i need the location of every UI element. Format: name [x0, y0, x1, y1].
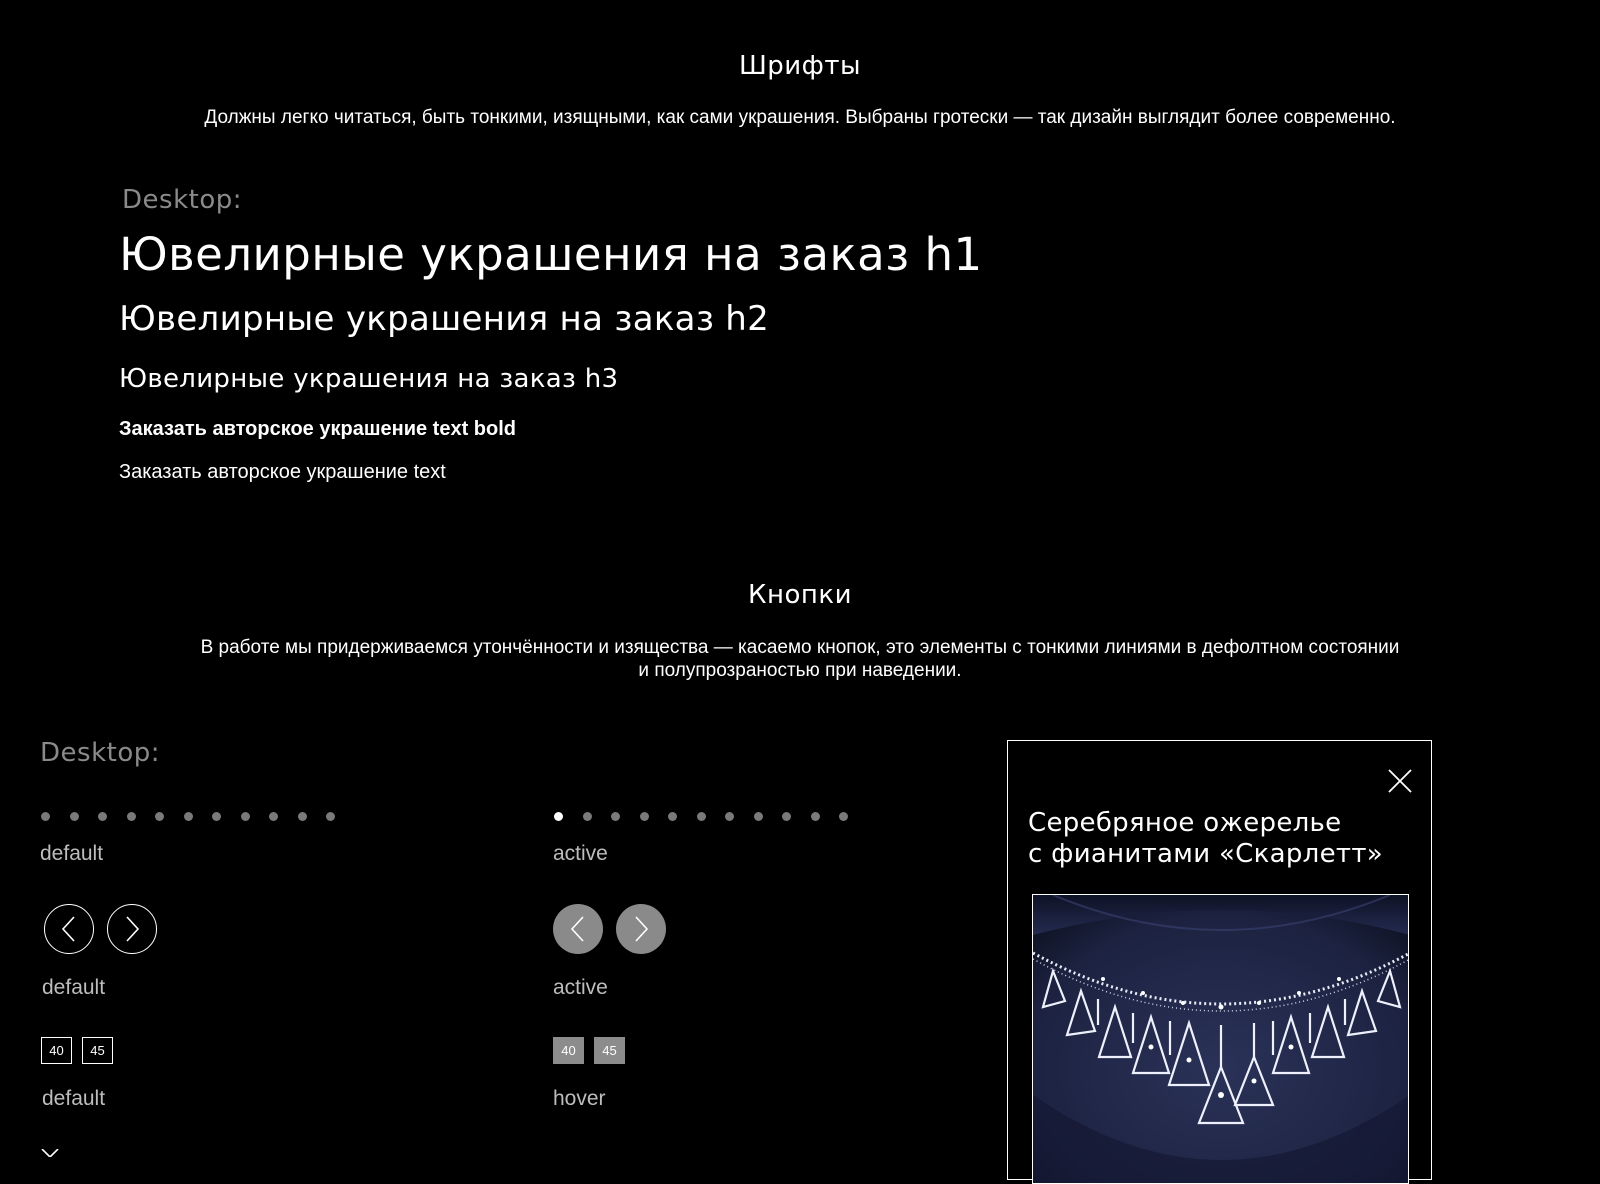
pagination-active-label: active	[553, 842, 608, 865]
prev-arrow-button[interactable]	[44, 904, 94, 954]
fonts-section-title: Шрифты	[738, 51, 862, 81]
fonts-section-description: Должны легко читаться, быть тонкими, изящными, как сами украшения. Выбраны гротески — так дизайн выглядит более современно.	[204, 107, 1396, 128]
chevron-left-icon	[570, 916, 586, 942]
pagination-default-dot-4[interactable]	[127, 812, 136, 821]
pagination-active-dot-5[interactable]	[668, 812, 677, 821]
size-chip-40[interactable]: 40	[41, 1037, 72, 1064]
pagination-default-dot-7[interactable]	[212, 812, 221, 821]
chevron-left-icon	[61, 916, 77, 942]
close-icon[interactable]	[1388, 769, 1412, 793]
h2-sample: Ювелирные украшения на заказ h2	[119, 299, 770, 339]
pagination-active-dot-3[interactable]	[611, 812, 620, 821]
h1-sample: Ювелирные украшения на заказ h1	[119, 228, 983, 281]
buttons-section-title: Кнопки	[748, 580, 852, 610]
pagination-default-label: default	[40, 842, 104, 865]
pagination-active-dot-9[interactable]	[782, 812, 791, 821]
pagination-default-dot-3[interactable]	[98, 812, 107, 821]
pagination-active-dot-4[interactable]	[640, 812, 649, 821]
pagination-default-dot-6[interactable]	[184, 812, 193, 821]
pagination-default-dot-9[interactable]	[269, 812, 278, 821]
pagination-default-dot-8[interactable]	[241, 812, 250, 821]
size-chips-default	[41, 1037, 113, 1064]
pagination-active-dot-6[interactable]	[697, 812, 706, 821]
pagination-default-dot-5[interactable]	[155, 812, 164, 821]
arrow-buttons-active	[553, 904, 666, 954]
pagination-active-dot-2[interactable]	[583, 812, 592, 821]
product-card	[1007, 740, 1432, 1180]
arrows-default-label: default	[42, 976, 106, 999]
necklace-photo	[1033, 895, 1409, 1184]
buttons-section-description-line2: и полупрозраностью при наведении.	[638, 660, 962, 681]
text-regular-sample: Заказать авторское украшение text	[119, 461, 446, 483]
product-image[interactable]	[1032, 894, 1409, 1184]
size-chip-45[interactable]: 45	[82, 1037, 113, 1064]
pagination-active-dot-11[interactable]	[839, 812, 848, 821]
chevron-down-icon[interactable]	[41, 1149, 59, 1157]
pagination-default-dot-1[interactable]	[41, 812, 50, 821]
size-chip-45-hover[interactable]: 45	[594, 1037, 625, 1064]
pagination-active-dot-8[interactable]	[754, 812, 763, 821]
next-arrow-button-active[interactable]	[616, 904, 666, 954]
product-title-line2: с фианитами «Скарлетт»	[1028, 839, 1383, 869]
next-arrow-button[interactable]	[107, 904, 157, 954]
text-bold-sample: Заказать авторское украшение text bold	[119, 418, 517, 440]
fonts-desktop-label: Desktop:	[122, 185, 242, 215]
h3-sample: Ювелирные украшения на заказ h3	[119, 364, 619, 394]
chevron-right-icon	[633, 916, 649, 942]
pagination-default-dot-2[interactable]	[70, 812, 79, 821]
size-chips-hover	[553, 1037, 625, 1064]
chevron-right-icon	[124, 916, 140, 942]
sizes-default-label: default	[42, 1087, 106, 1110]
buttons-section-description-line1: В работе мы придерживаемся утончённости и изящества — касаемо кнопок, это элементы с тонкими линиями в дефолтном состоянии	[200, 637, 1400, 658]
pagination-default-dot-10[interactable]	[298, 812, 307, 821]
pagination-active-dot-10[interactable]	[811, 812, 820, 821]
pagination-default-dot-11[interactable]	[326, 812, 335, 821]
pagination-active-dot-7[interactable]	[725, 812, 734, 821]
product-title-line1: Серебряное ожерелье	[1028, 808, 1342, 838]
product-title	[1028, 808, 1383, 870]
pagination-dots-active	[554, 812, 848, 821]
buttons-desktop-label: Desktop:	[40, 738, 160, 768]
sizes-hover-label: hover	[553, 1087, 606, 1110]
size-chip-40-hover[interactable]: 40	[553, 1037, 584, 1064]
arrow-buttons-default	[44, 904, 157, 954]
prev-arrow-button-active[interactable]	[553, 904, 603, 954]
pagination-dots-default	[41, 812, 335, 821]
pagination-active-dot-1[interactable]	[554, 812, 563, 821]
arrows-active-label: active	[553, 976, 608, 999]
